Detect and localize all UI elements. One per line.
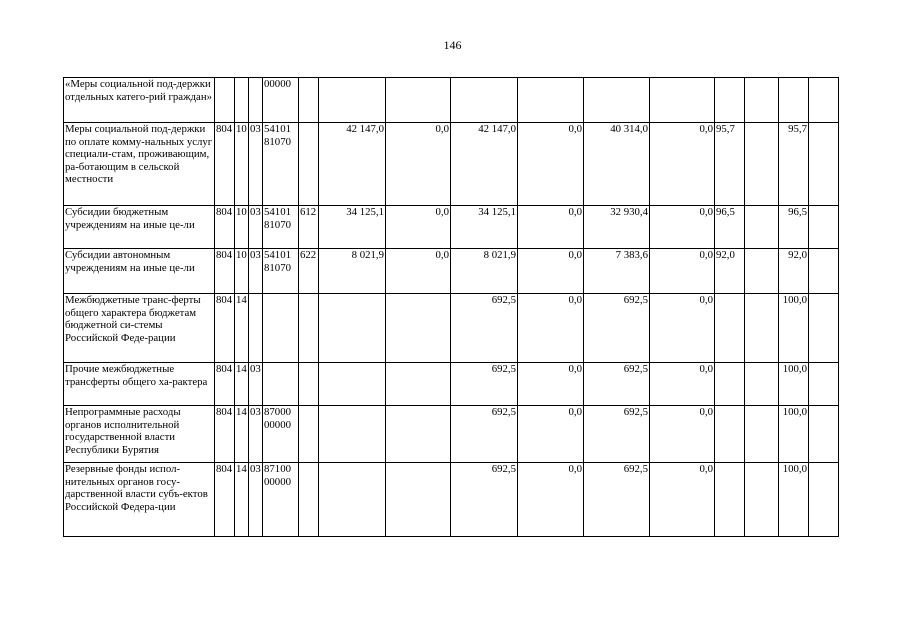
percent-federal-cell — [745, 406, 779, 463]
section-code-cell: 14 — [235, 463, 249, 537]
table-row — [64, 78, 839, 123]
table-row — [64, 206, 839, 249]
row-name-cell: Непрограммные расходы органов исполнительной государственной власти Республики Бурятия — [64, 406, 215, 463]
exec-total-cell: 692,5 — [584, 294, 650, 363]
subsection-code-cell: 03 — [249, 463, 263, 537]
plan-republic-cell — [451, 78, 518, 123]
ved-code-cell: 804 — [215, 463, 235, 537]
extra-column-cell — [809, 206, 839, 249]
budget-table — [63, 77, 839, 537]
ved-code-cell: 804 — [215, 406, 235, 463]
exec-federal-a-cell: 0,0 — [518, 406, 584, 463]
plan-republic-cell: 692,5 — [451, 294, 518, 363]
plan-federal-cell: 0,0 — [386, 206, 451, 249]
plan-republic-cell: 42 147,0 — [451, 123, 518, 206]
percent-federal-cell — [745, 249, 779, 294]
target-item-code-cell: 87100 00000 — [263, 463, 299, 537]
target-item-code-cell: 54101 81070 — [263, 206, 299, 249]
ved-code-cell: 804 — [215, 249, 235, 294]
target-item-code-cell: 54101 81070 — [263, 249, 299, 294]
extra-column-cell — [809, 123, 839, 206]
section-code-cell — [235, 78, 249, 123]
target-item-code-cell: 00000 — [263, 78, 299, 123]
table-row — [64, 363, 839, 406]
table-row — [64, 123, 839, 206]
expense-type-code-cell — [299, 363, 319, 406]
plan-republic-cell: 692,5 — [451, 406, 518, 463]
subsection-code-cell: 03 — [249, 249, 263, 294]
subsection-code-cell — [249, 78, 263, 123]
target-item-code-cell: 54101 81070 — [263, 123, 299, 206]
exec-federal-a-cell: 0,0 — [518, 463, 584, 537]
percent-federal-cell — [745, 294, 779, 363]
exec-federal-cell — [650, 78, 715, 123]
plan-total-cell — [319, 78, 386, 123]
subsection-code-cell: 03 — [249, 406, 263, 463]
plan-total-cell: 8 021,9 — [319, 249, 386, 294]
expense-type-code-cell: 622 — [299, 249, 319, 294]
plan-federal-cell — [386, 363, 451, 406]
row-name-cell: Резервные фонды испол-нительных органов госу-дарственной власти субъ-ектов Российской Федера-ции — [64, 463, 215, 537]
percent-republic-cell — [779, 78, 809, 123]
section-code-cell: 10 — [235, 206, 249, 249]
ved-code-cell: 804 — [215, 206, 235, 249]
ved-code-cell: 804 — [215, 363, 235, 406]
plan-total-cell — [319, 463, 386, 537]
percent-republic-cell: 100,0 — [779, 294, 809, 363]
percent-federal-cell — [745, 78, 779, 123]
plan-total-cell — [319, 363, 386, 406]
plan-federal-cell — [386, 406, 451, 463]
target-item-code-cell — [263, 363, 299, 406]
subsection-code-cell: 03 — [249, 206, 263, 249]
subsection-code-cell — [249, 294, 263, 363]
exec-federal-cell: 0,0 — [650, 406, 715, 463]
ved-code-cell: 804 — [215, 294, 235, 363]
plan-federal-cell — [386, 294, 451, 363]
exec-federal-a-cell: 0,0 — [518, 363, 584, 406]
extra-column-cell — [809, 249, 839, 294]
ved-code-cell: 804 — [215, 123, 235, 206]
section-code-cell: 14 — [235, 363, 249, 406]
exec-federal-cell: 0,0 — [650, 206, 715, 249]
row-name-cell: Меры социальной под-держки по оплате комму-нальных услуг специали-стам, проживающим, ра-ботающим в сельской местности — [64, 123, 215, 206]
table-row — [64, 463, 839, 537]
plan-federal-cell — [386, 78, 451, 123]
expense-type-code-cell — [299, 463, 319, 537]
target-item-code-cell: 87000 00000 — [263, 406, 299, 463]
percent-federal-cell — [745, 123, 779, 206]
percent-total-cell — [715, 463, 745, 537]
exec-federal-a-cell: 0,0 — [518, 249, 584, 294]
percent-republic-cell: 95,7 — [779, 123, 809, 206]
exec-total-cell: 40 314,0 — [584, 123, 650, 206]
extra-column-cell — [809, 406, 839, 463]
section-code-cell: 14 — [235, 294, 249, 363]
extra-column-cell — [809, 294, 839, 363]
percent-total-cell: 96,5 — [715, 206, 745, 249]
row-name-cell: Субсидии бюджетным учреждениям на иные це-ли — [64, 206, 215, 249]
percent-total-cell — [715, 78, 745, 123]
plan-total-cell: 42 147,0 — [319, 123, 386, 206]
plan-republic-cell: 8 021,9 — [451, 249, 518, 294]
percent-total-cell — [715, 294, 745, 363]
extra-column-cell — [809, 463, 839, 537]
exec-federal-a-cell: 0,0 — [518, 294, 584, 363]
extra-column-cell — [809, 363, 839, 406]
expense-type-code-cell — [299, 123, 319, 206]
percent-total-cell: 95,7 — [715, 123, 745, 206]
percent-republic-cell: 92,0 — [779, 249, 809, 294]
table-row — [64, 406, 839, 463]
plan-federal-cell — [386, 463, 451, 537]
plan-total-cell — [319, 406, 386, 463]
exec-federal-cell: 0,0 — [650, 363, 715, 406]
percent-republic-cell: 100,0 — [779, 406, 809, 463]
exec-federal-a-cell: 0,0 — [518, 206, 584, 249]
exec-federal-a-cell: 0,0 — [518, 123, 584, 206]
exec-federal-cell: 0,0 — [650, 294, 715, 363]
percent-republic-cell: 100,0 — [779, 463, 809, 537]
plan-republic-cell: 34 125,1 — [451, 206, 518, 249]
extra-column-cell — [809, 78, 839, 123]
section-code-cell: 10 — [235, 123, 249, 206]
subsection-code-cell: 03 — [249, 123, 263, 206]
plan-total-cell — [319, 294, 386, 363]
plan-republic-cell: 692,5 — [451, 363, 518, 406]
exec-total-cell: 692,5 — [584, 406, 650, 463]
exec-federal-a-cell — [518, 78, 584, 123]
target-item-code-cell — [263, 294, 299, 363]
subsection-code-cell: 03 — [249, 363, 263, 406]
row-name-cell: «Меры социальной под-держки отдельных катего-рий граждан» — [64, 78, 215, 123]
percent-republic-cell: 100,0 — [779, 363, 809, 406]
plan-republic-cell: 692,5 — [451, 463, 518, 537]
percent-total-cell — [715, 363, 745, 406]
exec-federal-cell: 0,0 — [650, 463, 715, 537]
percent-total-cell — [715, 406, 745, 463]
exec-total-cell: 7 383,6 — [584, 249, 650, 294]
percent-federal-cell — [745, 206, 779, 249]
exec-total-cell — [584, 78, 650, 123]
row-name-cell: Межбюджетные транс-ферты общего характера бюджетам бюджетной си-стемы Российской Феде-рации — [64, 294, 215, 363]
expense-type-code-cell — [299, 78, 319, 123]
section-code-cell: 10 — [235, 249, 249, 294]
percent-republic-cell: 96,5 — [779, 206, 809, 249]
plan-federal-cell: 0,0 — [386, 123, 451, 206]
row-name-cell: Субсидии автономным учреждениям на иные це-ли — [64, 249, 215, 294]
page-number: 146 — [443, 38, 462, 52]
expense-type-code-cell — [299, 294, 319, 363]
exec-total-cell: 692,5 — [584, 463, 650, 537]
row-name-cell: Прочие межбюджетные трансферты общего ха-рактера — [64, 363, 215, 406]
table-row — [64, 249, 839, 294]
exec-total-cell: 32 930,4 — [584, 206, 650, 249]
plan-total-cell: 34 125,1 — [319, 206, 386, 249]
exec-federal-cell: 0,0 — [650, 249, 715, 294]
plan-federal-cell: 0,0 — [386, 249, 451, 294]
exec-total-cell: 692,5 — [584, 363, 650, 406]
percent-federal-cell — [745, 463, 779, 537]
exec-federal-cell: 0,0 — [650, 123, 715, 206]
ved-code-cell — [215, 78, 235, 123]
expense-type-code-cell: 612 — [299, 206, 319, 249]
expense-type-code-cell — [299, 406, 319, 463]
percent-total-cell: 92,0 — [715, 249, 745, 294]
percent-federal-cell — [745, 363, 779, 406]
table-row — [64, 294, 839, 363]
section-code-cell: 14 — [235, 406, 249, 463]
